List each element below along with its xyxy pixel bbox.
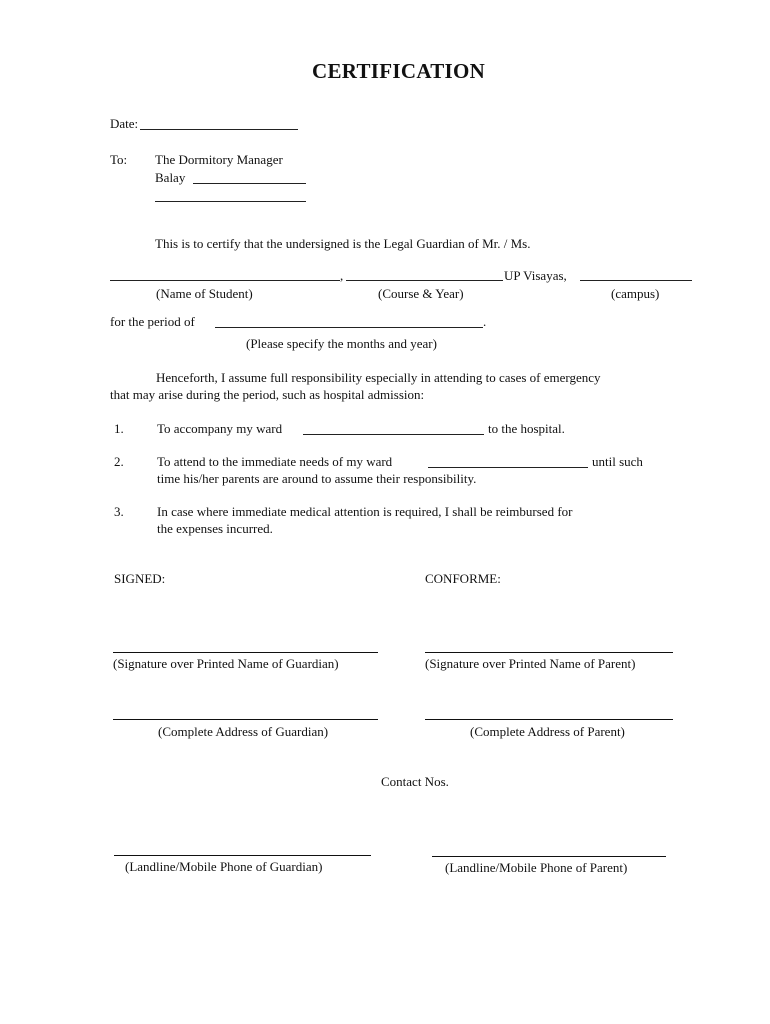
guardian-phone-caption: (Landline/Mobile Phone of Guardian) [125, 859, 323, 874]
page-title: CERTIFICATION [312, 59, 486, 83]
parent-signature-line[interactable] [425, 652, 673, 653]
guardian-phone-line[interactable] [114, 855, 371, 856]
item-3-line1: In case where immediate medical attention is required, I shall be reimbursed for [157, 504, 573, 519]
date-label: Date: [110, 116, 139, 131]
item-2-text: To attend to the immediate needs of my ward [157, 454, 393, 469]
contact-nos-label: Contact Nos. [381, 774, 449, 789]
item-1-text-end: to the hospital. [488, 421, 565, 436]
ward-name-field[interactable] [303, 434, 484, 435]
ward-name-field-2[interactable] [428, 467, 588, 468]
parent-phone-line[interactable] [432, 856, 666, 857]
intro-text: This is to certify that the undersigned is the Legal Guardian of Mr. / Ms. [155, 236, 531, 251]
date-field[interactable] [140, 129, 298, 130]
name-of-student-caption: (Name of Student) [156, 286, 253, 301]
item-3-line2: the expenses incurred. [157, 521, 273, 536]
period-label: for the period of [110, 314, 195, 329]
item-2-line2: time his/her parents are around to assume their responsibility. [157, 471, 477, 486]
guardian-address-line[interactable] [113, 719, 378, 720]
period-field[interactable] [215, 327, 483, 328]
item-3-number: 3. [114, 504, 124, 519]
addressee-line1: The Dormitory Manager [155, 152, 283, 167]
parent-signature-caption: (Signature over Printed Name of Parent) [425, 656, 636, 671]
guardian-signature-line[interactable] [113, 652, 378, 653]
student-comma: , [340, 268, 344, 283]
to-label: To: [110, 152, 128, 167]
student-name-field[interactable] [110, 280, 340, 281]
item-2-text-end: until such [592, 454, 643, 469]
campus-caption: (campus) [611, 286, 660, 301]
period-end: . [483, 314, 487, 329]
parent-address-line[interactable] [425, 719, 673, 720]
course-year-field[interactable] [346, 280, 503, 281]
conforme-label: CONFORME: [425, 571, 501, 586]
addressee-line2: Balay [155, 170, 186, 185]
guardian-address-caption: (Complete Address of Guardian) [158, 724, 329, 739]
balay-field-line2[interactable] [155, 201, 306, 202]
guardian-signature-caption: (Signature over Printed Name of Guardian) [113, 656, 339, 671]
henceforth-line1: Henceforth, I assume full responsibility especially in attending to cases of emergency [156, 370, 601, 385]
course-year-caption: (Course & Year) [378, 286, 464, 301]
item-1-text: To accompany my ward [157, 421, 283, 436]
item-2-number: 2. [114, 454, 124, 469]
parent-address-caption: (Complete Address of Parent) [470, 724, 625, 739]
period-caption: (Please specify the months and year) [246, 336, 437, 351]
balay-field[interactable] [193, 183, 306, 184]
signed-label: SIGNED: [114, 571, 166, 586]
up-visayas-text: UP Visayas, [504, 268, 567, 283]
item-1-number: 1. [114, 421, 124, 436]
parent-phone-caption: (Landline/Mobile Phone of Parent) [445, 860, 628, 875]
campus-field[interactable] [580, 280, 692, 281]
henceforth-line2: that may arise during the period, such as hospital admission: [110, 387, 425, 402]
